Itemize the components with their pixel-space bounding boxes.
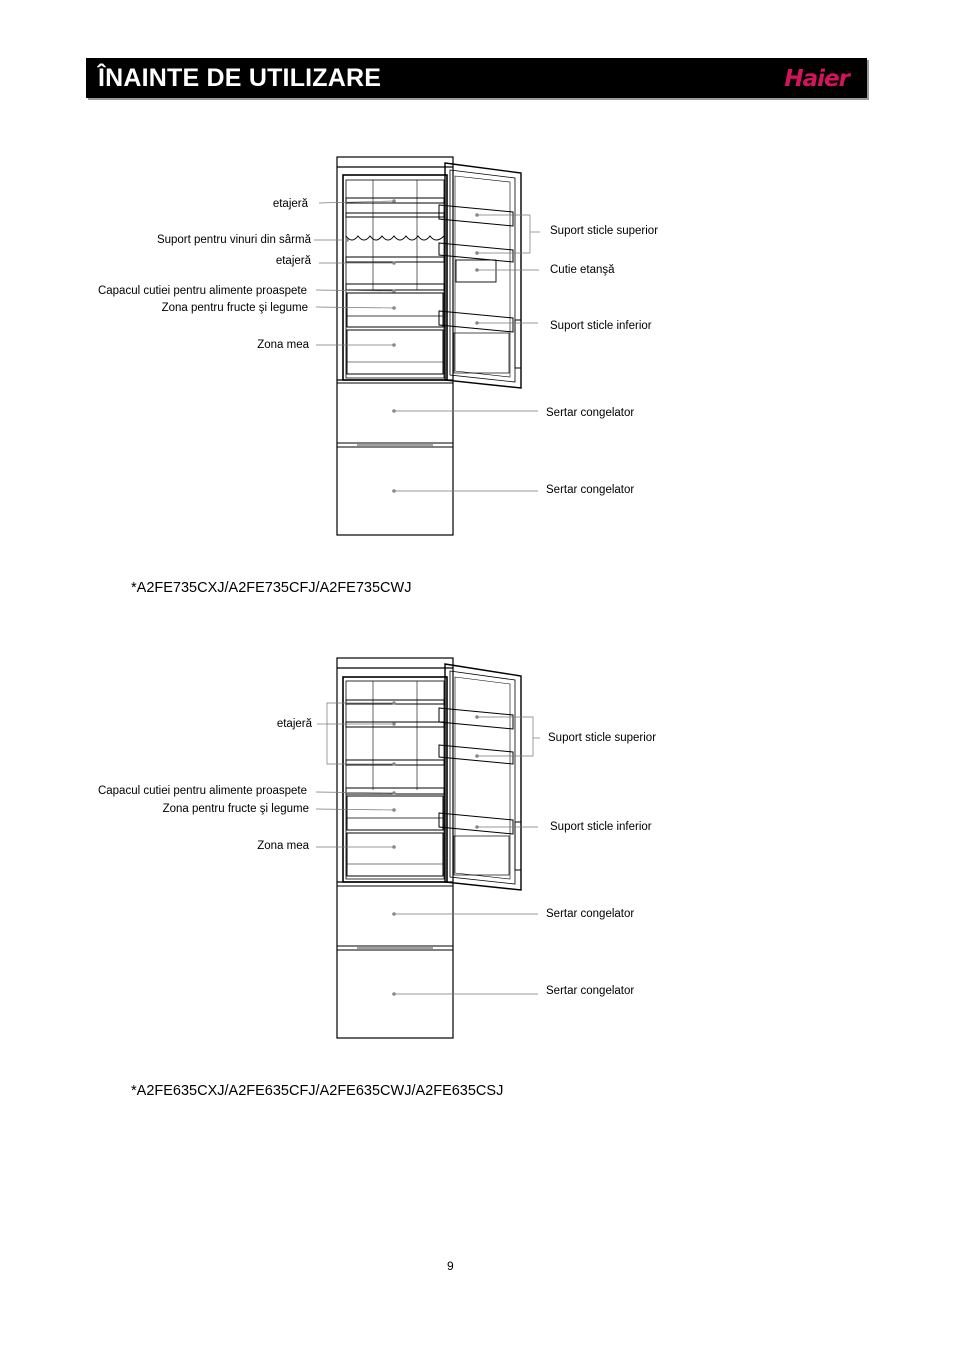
label-lower-bottle: Suport sticle inferior — [550, 320, 652, 332]
label-my-zone-2: Zona mea — [257, 840, 309, 852]
label-upper-bottle-2: Suport sticle superior — [548, 732, 657, 744]
label-my-zone: Zona mea — [257, 339, 309, 351]
label-crisper-cover-2: Capacul cutiei pentru alimente proaspete — [97, 785, 307, 797]
label-shelf-top: etajeră — [272, 198, 308, 210]
label-crisper-cover: Capacul cutiei pentru alimente proaspete — [97, 285, 307, 297]
label-lower-bottle-2: Suport sticle inferior — [550, 821, 652, 833]
fridge-diagram-2 — [0, 600, 954, 1100]
label-shelf: etajeră — [276, 718, 312, 730]
page-number: 9 — [447, 1259, 454, 1273]
label-wine-rack: Suport pentru vinuri din sârmă — [156, 234, 311, 246]
label-shelf-mid: etajeră — [275, 255, 311, 267]
haier-logo: Haier — [784, 66, 849, 92]
label-upper-bottle: Suport sticle superior — [550, 225, 659, 237]
label-freezer-2: Sertar congelator — [546, 484, 635, 496]
label-fruit-zone-2: Zona pentru fructe şi legume — [162, 803, 309, 815]
fridge-diagram-1 — [0, 0, 954, 600]
label-freezer-1-2: Sertar congelator — [546, 908, 635, 920]
section-title: ÎNAINTE DE UTILIZARE — [98, 64, 382, 92]
label-freezer-1: Sertar congelator — [546, 407, 635, 419]
model-caption-2: *A2FE635CXJ/A2FE635CFJ/A2FE635CWJ/A2FE635CSJ — [131, 1083, 504, 1099]
label-fruit-zone: Zona pentru fructe şi legume — [161, 302, 308, 314]
model-caption-1: *A2FE735CXJ/A2FE735CFJ/A2FE735CWJ — [131, 580, 412, 596]
label-freezer-2-2: Sertar congelator — [546, 985, 635, 997]
label-sealed-box: Cutie etanşă — [550, 264, 615, 276]
